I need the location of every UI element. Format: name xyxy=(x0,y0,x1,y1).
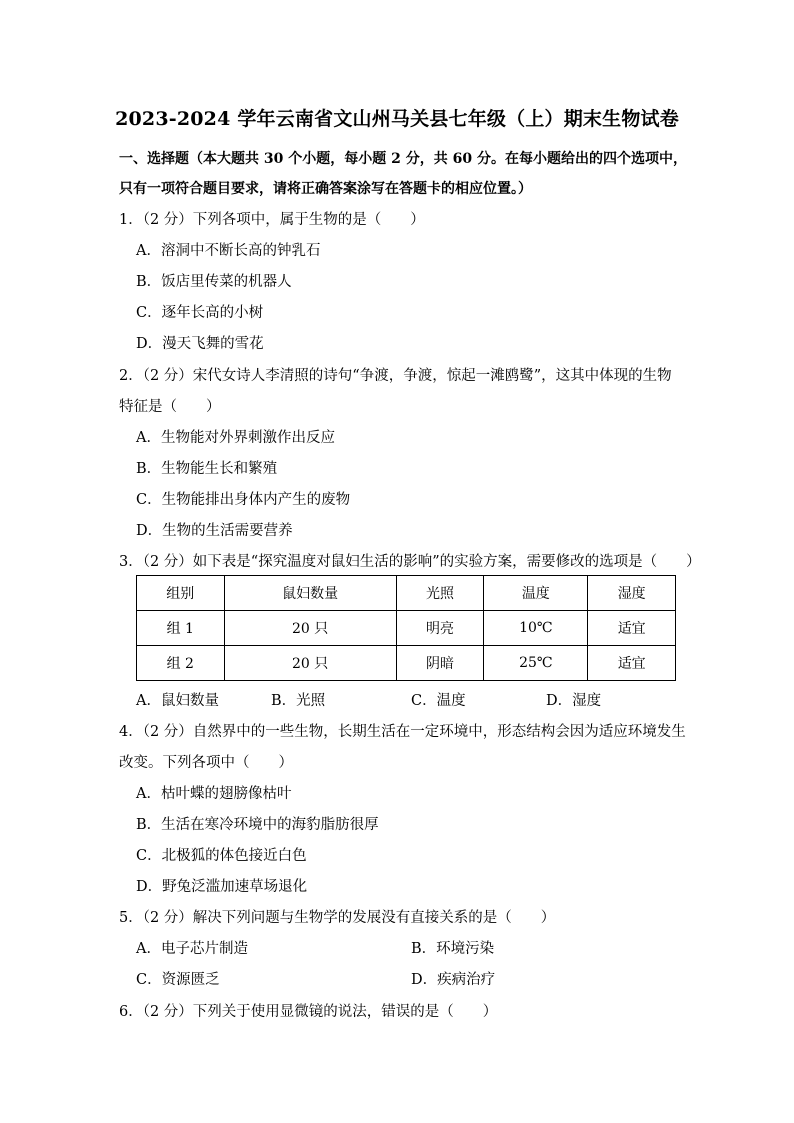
question-4-option-d: D．野兔泛滥加速草场退化 xyxy=(136,879,308,895)
question-3-option-c: C．温度 xyxy=(411,693,466,709)
table-header-row xyxy=(137,576,676,611)
question-3-option-d: D．湿度 xyxy=(546,693,602,709)
question-1-option-c: C．逐年长高的小树 xyxy=(136,305,264,321)
table-header-cell: 组别 xyxy=(137,576,225,611)
question-1-option-b: B．饭店里传菜的机器人 xyxy=(136,274,292,290)
table-cell: 明亮 xyxy=(396,611,484,646)
table-cell: 10℃ xyxy=(484,611,588,646)
question-3-stem: 3．（2 分）如下表是“探究温度对鼠妇生活的影响”的实验方案，需要修改的选项是（ ） xyxy=(119,554,701,570)
question-1-stem: 1．（2 分）下列各项中，属于生物的是（ ） xyxy=(119,212,425,228)
question-2-option-b: B．生物能生长和繁殖 xyxy=(136,461,278,477)
question-1-option-d: D．漫天飞舞的雪花 xyxy=(136,336,264,352)
table-cell: 25℃ xyxy=(484,646,588,681)
question-2-stem-line1: 2．（2 分）宋代女诗人李清照的诗句“争渡，争渡，惊起一滩鸥鹭”，这其中体现的生物 xyxy=(119,368,672,384)
table-header-cell: 湿度 xyxy=(588,576,676,611)
table-cell: 20 只 xyxy=(224,646,396,681)
question-6-stem: 6．（2 分）下列关于使用显微镜的说法，错误的是（ ） xyxy=(119,1004,498,1020)
table-cell: 适宜 xyxy=(588,646,676,681)
question-4-stem-line1: 4．（2 分）自然界中的一些生物，长期生活在一定环境中，形态结构会因为适应环境发生 xyxy=(119,724,686,740)
question-1-option-a: A．溶洞中不断长高的钟乳石 xyxy=(136,243,321,259)
table-cell: 组 1 xyxy=(137,611,225,646)
experiment-table xyxy=(136,575,676,681)
table-row xyxy=(137,646,676,681)
table-cell: 20 只 xyxy=(224,611,396,646)
question-2-option-c: C．生物能排出身体内产生的废物 xyxy=(136,492,351,508)
question-2-option-a: A．生物能对外界刺激作出反应 xyxy=(136,430,335,446)
question-4-option-b: B．生活在寒冷环境中的海豹脂肪很厚 xyxy=(136,817,379,833)
section-instructions-line2: 只有一项符合题目要求，请将正确答案涂写在答题卡的相应位置。） xyxy=(119,181,532,197)
question-5-option-a: A．电子芯片制造 xyxy=(136,941,248,957)
section-instructions-line1: 一、选择题（本大题共 30 个小题，每小题 2 分，共 60 分。在每小题给出的四个选项中， xyxy=(119,151,687,167)
table-row xyxy=(137,611,676,646)
question-5-option-c: C．资源匮乏 xyxy=(136,972,220,988)
question-2-stem-line2: 特征是（ ） xyxy=(119,399,221,415)
table-header-cell: 温度 xyxy=(484,576,588,611)
question-5-stem: 5．（2 分）解决下列问题与生物学的发展没有直接关系的是（ ） xyxy=(119,910,556,926)
question-2-option-d: D．生物的生活需要营养 xyxy=(136,523,293,539)
question-5-option-b: B．环境污染 xyxy=(411,941,495,957)
exam-title: 2023-2024 学年云南省文山州马关县七年级（上）期末生物试卷 xyxy=(115,108,679,130)
question-4-option-a: A．枯叶蝶的翅膀像枯叶 xyxy=(136,786,292,802)
question-4-stem-line2: 改变。下列各项中（ ） xyxy=(119,755,293,771)
question-3-option-b: B．光照 xyxy=(271,693,326,709)
table-header-cell: 光照 xyxy=(396,576,484,611)
question-4-option-c: C．北极狐的体色接近白色 xyxy=(136,848,307,864)
question-5-option-d: D．疾病治疗 xyxy=(411,972,496,988)
table-cell: 适宜 xyxy=(588,611,676,646)
question-3-option-a: A．鼠妇数量 xyxy=(136,693,219,709)
table-cell: 阴暗 xyxy=(396,646,484,681)
table-cell: 组 2 xyxy=(137,646,225,681)
table-header-cell: 鼠妇数量 xyxy=(224,576,396,611)
